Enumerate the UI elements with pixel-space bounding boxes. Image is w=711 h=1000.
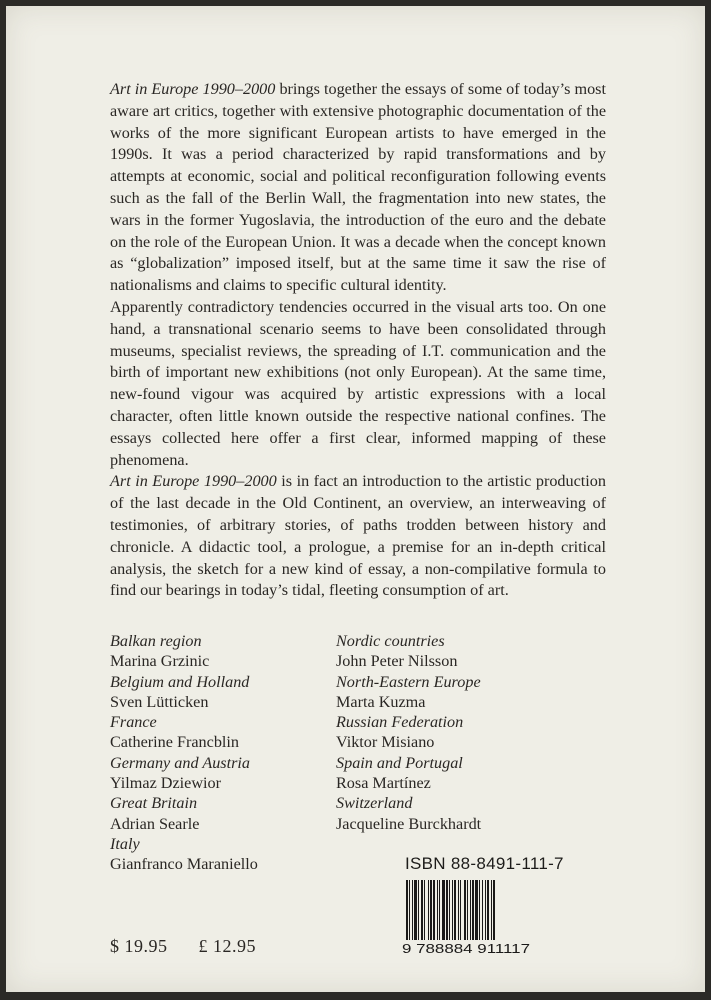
- prices: [110, 936, 282, 957]
- blurb-paragraph-1-text: brings together the essays of some of today’s most aware art critics, together with extensive photographic documentation of the works of the more significant European artists to have emerged in the 1990s. It was a period characterized by rapid transformations and by attempts at economic, social and political reconfiguration following events such as the fall of the Berlin Wall, the fragmentation into new states, the wars in the former Yugoslavia, the introduction of the euro and the debate on the role of the European Union. It was a decade when the concept known as “globalization” imposed itself, but at the same time it saw the rise of nationalisms and claims to specific cultural identity.: [110, 80, 606, 295]
- barcode-bar: [442, 880, 445, 940]
- region-label: Belgium and Holland: [110, 672, 250, 691]
- region-label: France: [110, 713, 157, 732]
- barcode-bar: [479, 880, 480, 940]
- barcode-bar: [412, 880, 413, 940]
- region-label: Great Britain: [110, 794, 198, 813]
- barcode-bar: [406, 880, 408, 940]
- book-title: Art in Europe 1990–2000: [110, 472, 277, 491]
- price-usd: $ 19.95: [110, 936, 168, 956]
- critic-name: Viktor Misiano: [336, 733, 435, 752]
- region-label: Balkan region: [110, 632, 202, 650]
- critic-name: Catherine Francblin: [110, 733, 240, 752]
- barcode-bar: [446, 880, 448, 940]
- barcode-digits: 9 788884 911117: [402, 941, 530, 956]
- barcode-bar: [454, 880, 456, 940]
- blurb-paragraph-2: Apparently contradictory tendencies occurred in the visual arts too. On one hand, a transnational scenario seems to have been consolidated through museums, specialist reviews, the spreading of I.T. communication and the birth of important new exhibitions (not only European). At the same time, new-found vigour was acquired by artistic expressions with a local character, often little known outside the respective national confines. The essays collected here offer a first clear, informed mapping of these phenomena.: [110, 297, 606, 469]
- book-title: Art in Europe 1990–2000: [110, 80, 276, 98]
- blurb-text: [110, 79, 606, 602]
- barcode-bar: [458, 880, 459, 940]
- region-label: Spain and Portugal: [336, 753, 463, 772]
- barcode-bar: [491, 880, 492, 940]
- critic-name: Rosa Martínez: [336, 774, 431, 793]
- region-label: North-Eastern Europe: [336, 672, 481, 691]
- critic-name: Adrian Searle: [110, 814, 200, 833]
- barcode-bar: [414, 880, 417, 940]
- critic-name: Gianfranco Maraniello: [110, 855, 258, 874]
- barcode-bar: [487, 880, 489, 940]
- critic-name: John Peter Nilsson: [336, 652, 458, 671]
- contributors-right-column: [336, 631, 481, 834]
- region-label: Switzerland: [336, 794, 413, 813]
- barcode-bar: [493, 880, 495, 940]
- region-label: Germany and Austria: [110, 753, 250, 772]
- barcode-bar: [472, 880, 474, 940]
- barcode-bar: [460, 880, 461, 940]
- barcode-bar: [439, 880, 440, 940]
- barcode-bar: [482, 880, 483, 940]
- barcode-bar: [421, 880, 423, 940]
- price-gbp: £ 12.95: [198, 936, 256, 956]
- critic-name: Yilmaz Dziewior: [110, 774, 222, 793]
- barcode-bar: [464, 880, 466, 940]
- critic-name: Marina Grzinic: [110, 652, 210, 671]
- barcode-bar: [449, 880, 450, 940]
- barcode-bar: [424, 880, 425, 940]
- region-label: Nordic countries: [336, 632, 445, 650]
- barcode-icon: [402, 876, 532, 956]
- barcode-bar: [428, 880, 429, 940]
- barcode-bar: [430, 880, 432, 940]
- barcode-bar: [467, 880, 468, 940]
- blurb-paragraph-1: [110, 79, 606, 297]
- blurb-paragraph-3: [110, 471, 606, 602]
- barcode-bar: [409, 880, 410, 940]
- back-cover: [6, 6, 705, 992]
- contributors-left-column: [110, 631, 258, 875]
- region-label: Italy: [110, 834, 140, 853]
- barcode-bar: [452, 880, 453, 940]
- region-label: Russian Federation: [336, 713, 464, 732]
- critic-name: Sven Lütticken: [110, 692, 209, 711]
- critic-name: Marta Kuzma: [336, 692, 426, 711]
- barcode-bar: [433, 880, 435, 940]
- barcode-bar: [437, 880, 438, 940]
- critic-name: Jacqueline Burckhardt: [336, 814, 482, 833]
- isbn-label: ISBN 88-8491-111-7: [405, 854, 564, 873]
- barcode-bar: [485, 880, 486, 940]
- blurb-paragraph-3-text: is in fact an introduction to the artistic production of the last decade in the Old Continent, an overview, an interweaving of testimonies, of arbitrary stories, of paths trodden between history and chronicle. A didactic tool, a prologue, a premise for an in-depth critical analysis, the sketch for a new kind of essay, a non-compilative formula to find our bearings in today’s tidal, fleeting consumption of art.: [110, 472, 606, 600]
- barcode-bar: [418, 880, 419, 940]
- barcode-bar: [475, 880, 478, 940]
- barcode-bar: [470, 880, 471, 940]
